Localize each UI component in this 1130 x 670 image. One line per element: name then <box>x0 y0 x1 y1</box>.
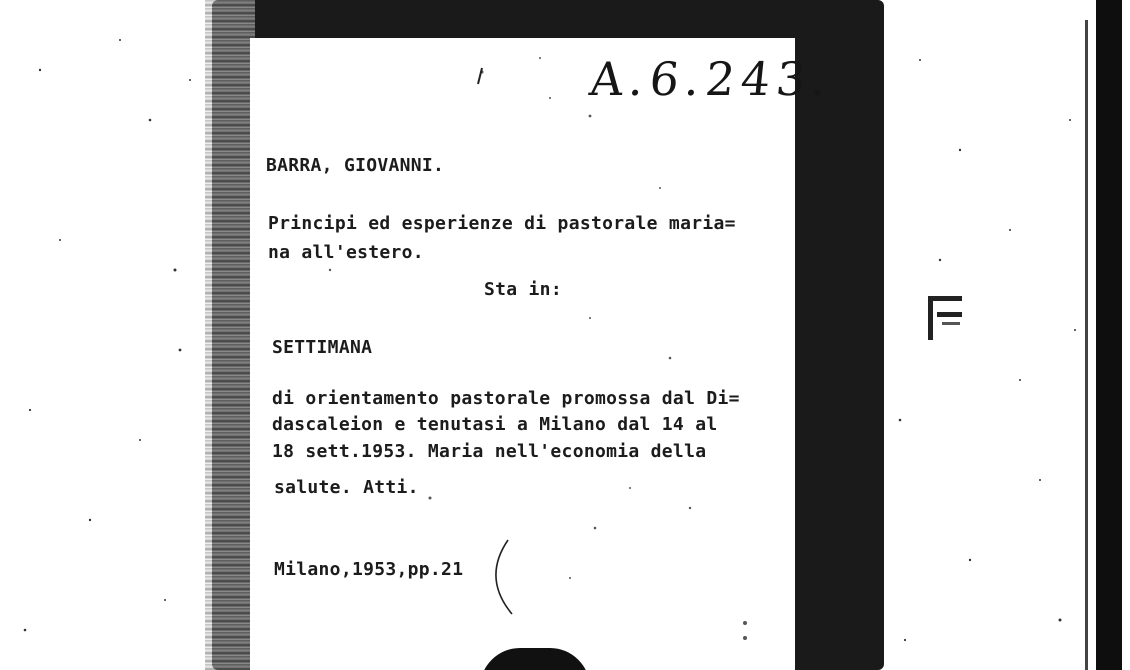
description-line-4: salute. Atti. <box>274 477 419 498</box>
title-line-1: Principi ed esperienze di pastorale maria= <box>268 213 736 234</box>
imprint-line: Milano,1953,pp.21 <box>274 559 464 580</box>
scanner-edge-bar <box>1096 0 1122 670</box>
author-line: BARRA, GIOVANNI. <box>266 155 445 176</box>
handwritten-catalog-number: A.6.243. <box>587 52 835 106</box>
in-label: Sta in: <box>484 279 562 300</box>
description-line-3: 18 sett.1953. Maria nell'economia della <box>272 441 707 462</box>
frame-edge-texture <box>205 0 255 670</box>
side-tab-mark <box>928 292 964 340</box>
series-title: SETTIMANA <box>272 337 373 358</box>
title-line-2: na all'estero. <box>268 242 424 263</box>
description-line-1: di orientamento pastorale promossa dal Di= <box>272 388 740 409</box>
scanner-edge-line <box>1085 20 1088 670</box>
description-line-2: dascaleion e tenutasi a Milano dal 14 al <box>272 414 718 435</box>
